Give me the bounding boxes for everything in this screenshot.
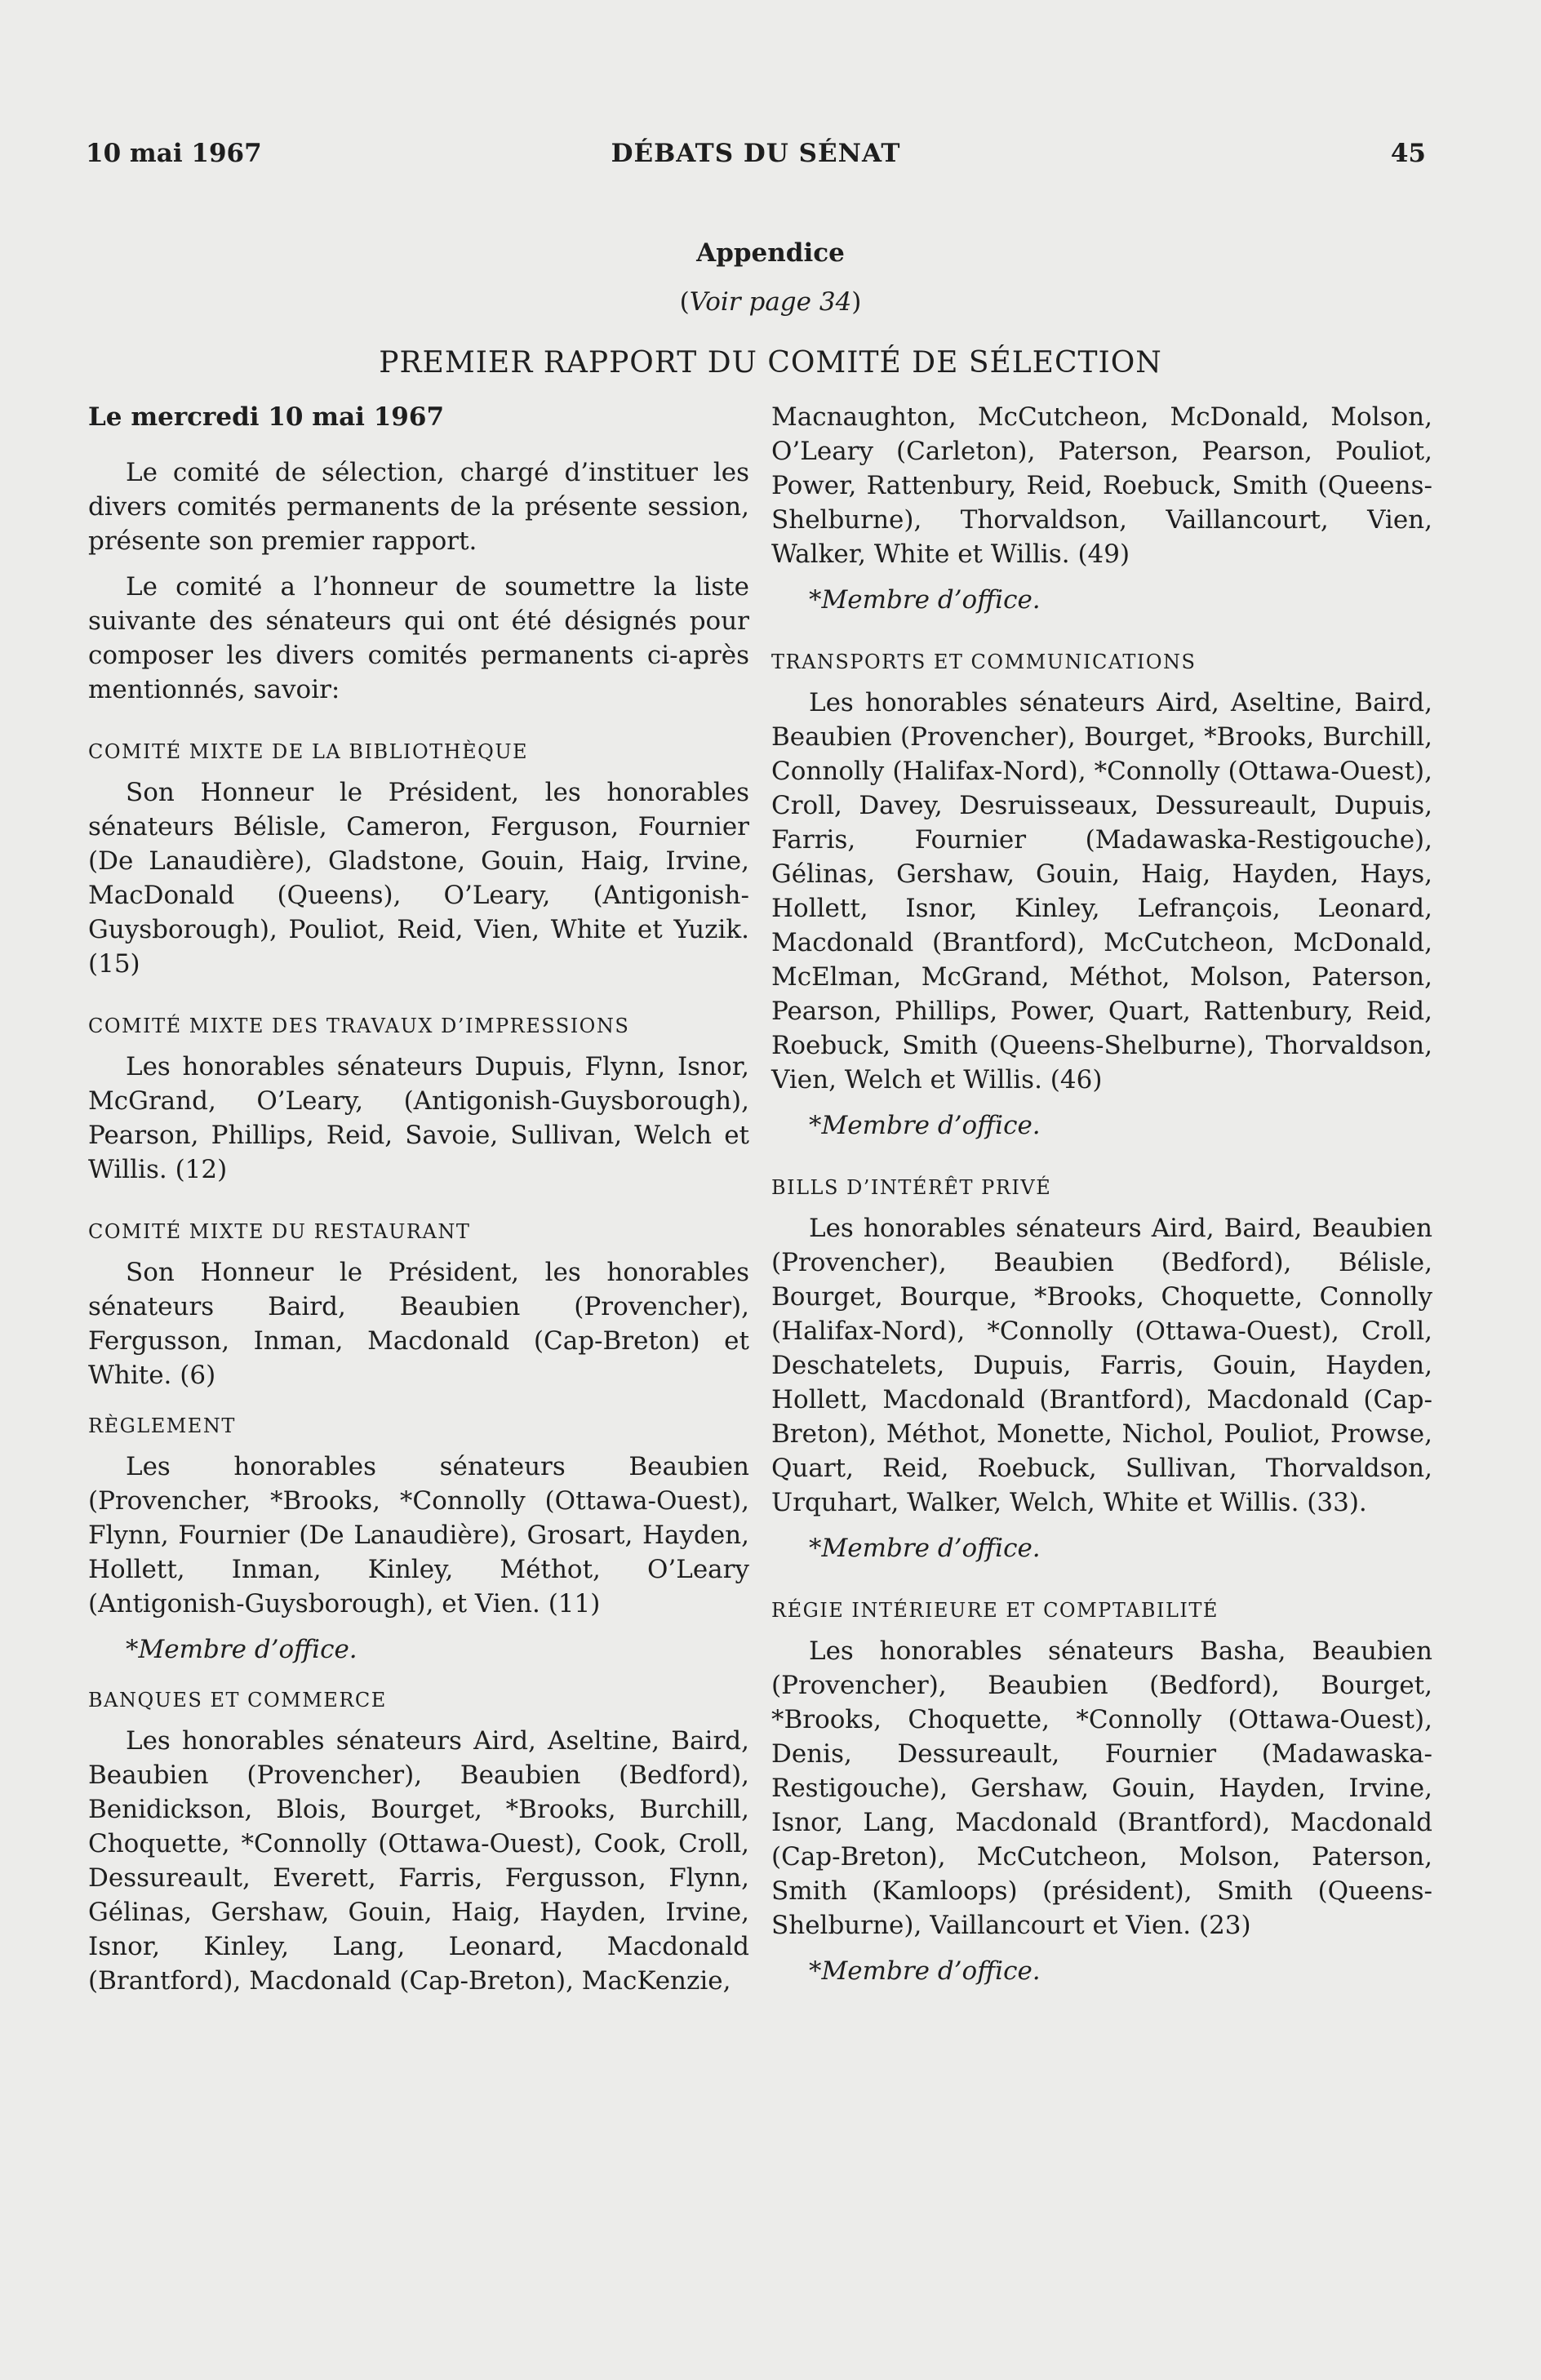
left-column: [88, 400, 749, 1998]
report-title: PREMIER RAPPORT DU COMITÉ DE SÉLECTION: [379, 346, 1162, 380]
right-column: [771, 400, 1432, 1988]
section-heading-regie: RÉGIE INTÉRIEURE ET COMPTABILITÉ: [771, 1599, 1219, 1622]
report-dateline: Le mercredi 10 mai 1967: [88, 402, 445, 432]
running-head: [86, 139, 1426, 180]
section-heading-bibliotheque: COMITÉ MIXTE DE LA BIBLIOTHÈQUE: [88, 740, 529, 763]
section-members-banques: Les honorables sénateurs Aird, Aseltine, Baird, Beaubien (Provencher), Beaubien (Bedford), Benidickson, Blois, Bourget, *Brooks, Burchill, Choquette, *Connolly (Ottawa-Ouest), Cook, Croll, Dessureault, Everett, Farris, Fergusson, Flynn, Gélinas, Gershaw, Gouin, Haig, Hayden, Irvine, Isnor, Kinley, Lang, Leonard, Macdonald (Brantford), Macdonald (Cap-Breton), MacKenzie,: [88, 1726, 749, 1996]
header-journal-title: DÉBATS DU SÉNAT: [611, 139, 901, 168]
appendix-reference: (Voir page 34): [679, 287, 862, 317]
section-members-bills: Les honorables sénateurs Aird, Baird, Beaubien (Provencher), Beaubien (Bedford), Bélisle, Bourget, Bourque, *Brooks, Choquette, Connolly (Halifax-Nord), *Connolly (Ottawa-Ouest), Croll, Deschatelets, Dupuis, Farris, Gouin, Hayden, Hollett, Macdonald (Brantford), Macdonald (Cap-Breton), Méthot, Monette, Nichol, Pouliot, Prowse, Quart, Reid, Roebuck, Sullivan, Thorvaldson, Urquhart, Walker, Welch, White et Willis. (33).: [771, 1214, 1432, 1517]
section-members-restaurant: Son Honneur le Président, les honorables sénateurs Baird, Beaubien (Provencher), Fergusson, Inman, Macdonald (Cap-Breton) et White. (6): [88, 1258, 749, 1390]
intro-paragraph-2: Le comité a l’honneur de soumettre la liste suivante des sénateurs qui ont été désignés pour composer les divers comités permanents ci-après mentionnés, savoir:: [88, 572, 749, 704]
section-heading-bills: BILLS D’INTÉRÊT PRIVÉ: [771, 1176, 1052, 1199]
ex-officio-note: *Membre d’office.: [809, 585, 1041, 615]
section-heading-restaurant: COMITÉ MIXTE DU RESTAURANT: [88, 1220, 471, 1243]
section-members-bibliotheque: Son Honneur le Président, les honorables sénateurs Bélisle, Cameron, Ferguson, Fournier (De Lanaudière), Gladstone, Gouin, Haig, Irvine, MacDonald (Queens), O’Leary, (Antigonish-Guysborough), Pouliot, Reid, Vien, White et Yuzik. (15): [88, 778, 749, 979]
section-members-impressions: Les honorables sénateurs Dupuis, Flynn, Isnor, McGrand, O’Leary, (Antigonish-Guysborough), Pearson, Phillips, Reid, Savoie, Sullivan, Welch et Willis. (12): [88, 1052, 749, 1184]
ex-officio-note: *Membre d’office.: [126, 1635, 357, 1664]
appendix-reference-page: Voir page 34: [689, 287, 852, 317]
section-members-regie: Les honorables sénateurs Basha, Beaubien (Provencher), Beaubien (Bedford), Bourget, *Brooks, Choquette, *Connolly (Ottawa-Ouest), Denis, Dessureault, Fournier (Madawaska-Restigouche), Gershaw, Gouin, Hayden, Irvine, Isnor, Lang, Macdonald (Brantford), Macdonald (Cap-Breton), McCutcheon, Molson, Paterson, Smith (Kamloops) (président), Smith (Queens-Shelburne), Vaillancourt et Vien. (23): [771, 1636, 1432, 1940]
section-members-banques-continued: Macnaughton, McCutcheon, McDonald, Molson, O’Leary (Carleton), Paterson, Pearson, Pouliot, Power, Rattenbury, Reid, Roebuck, Smith (Queens-Shelburne), Thorvaldson, Vaillancourt, Vien, Walker, White et Willis. (49): [771, 402, 1432, 569]
section-heading-transports: TRANSPORTS ET COMMUNICATIONS: [771, 651, 1197, 673]
intro-paragraph-1: Le comité de sélection, chargé d’instituer les divers comités permanents de la présente session, présente son premier rapport.: [88, 458, 749, 556]
section-heading-impressions: COMITÉ MIXTE DES TRAVAUX D’IMPRESSIONS: [88, 1015, 630, 1037]
appendix-title: Appendice: [696, 238, 845, 268]
ex-officio-note: *Membre d’office.: [809, 1956, 1041, 1986]
section-heading-reglement: RÈGLEMENT: [88, 1414, 236, 1437]
ex-officio-note: *Membre d’office.: [809, 1111, 1041, 1140]
header-page-number: 45: [1390, 139, 1426, 168]
section-members-transports: Les honorables sénateurs Aird, Aseltine, Baird, Beaubien (Provencher), Bourget, *Brooks, Burchill, Connolly (Halifax-Nord), *Connolly (Ottawa-Ouest), Croll, Davey, Desruisseaux, Dessureault, Dupuis, Farris, Fournier (Madawaska-Restigouche), Gélinas, Gershaw, Gouin, Haig, Hayden, Hays, Hollett, Isnor, Kinley, Lefrançois, Leonard, Macdonald (Brantford), McCutcheon, McDonald, McElman, McGrand, Méthot, Molson, Paterson, Pearson, Phillips, Power, Quart, Rattenbury, Reid, Roebuck, Smith (Queens-Shelburne), Thorvaldson, Vien, Welch et Willis. (46): [771, 688, 1432, 1095]
section-members-reglement: Les honorables sénateurs Beaubien (Provencher, *Brooks, *Connolly (Ottawa-Ouest), Flynn, Fournier (De Lanaudière), Grosart, Hayden, Hollett, Inman, Kinley, Méthot, O’Leary (Antigonish-Guysborough), et Vien. (11): [88, 1452, 749, 1618]
header-date: 10 mai 1967: [86, 139, 262, 168]
ex-officio-note: *Membre d’office.: [809, 1534, 1041, 1563]
section-heading-banques: BANQUES ET COMMERCE: [88, 1689, 387, 1712]
